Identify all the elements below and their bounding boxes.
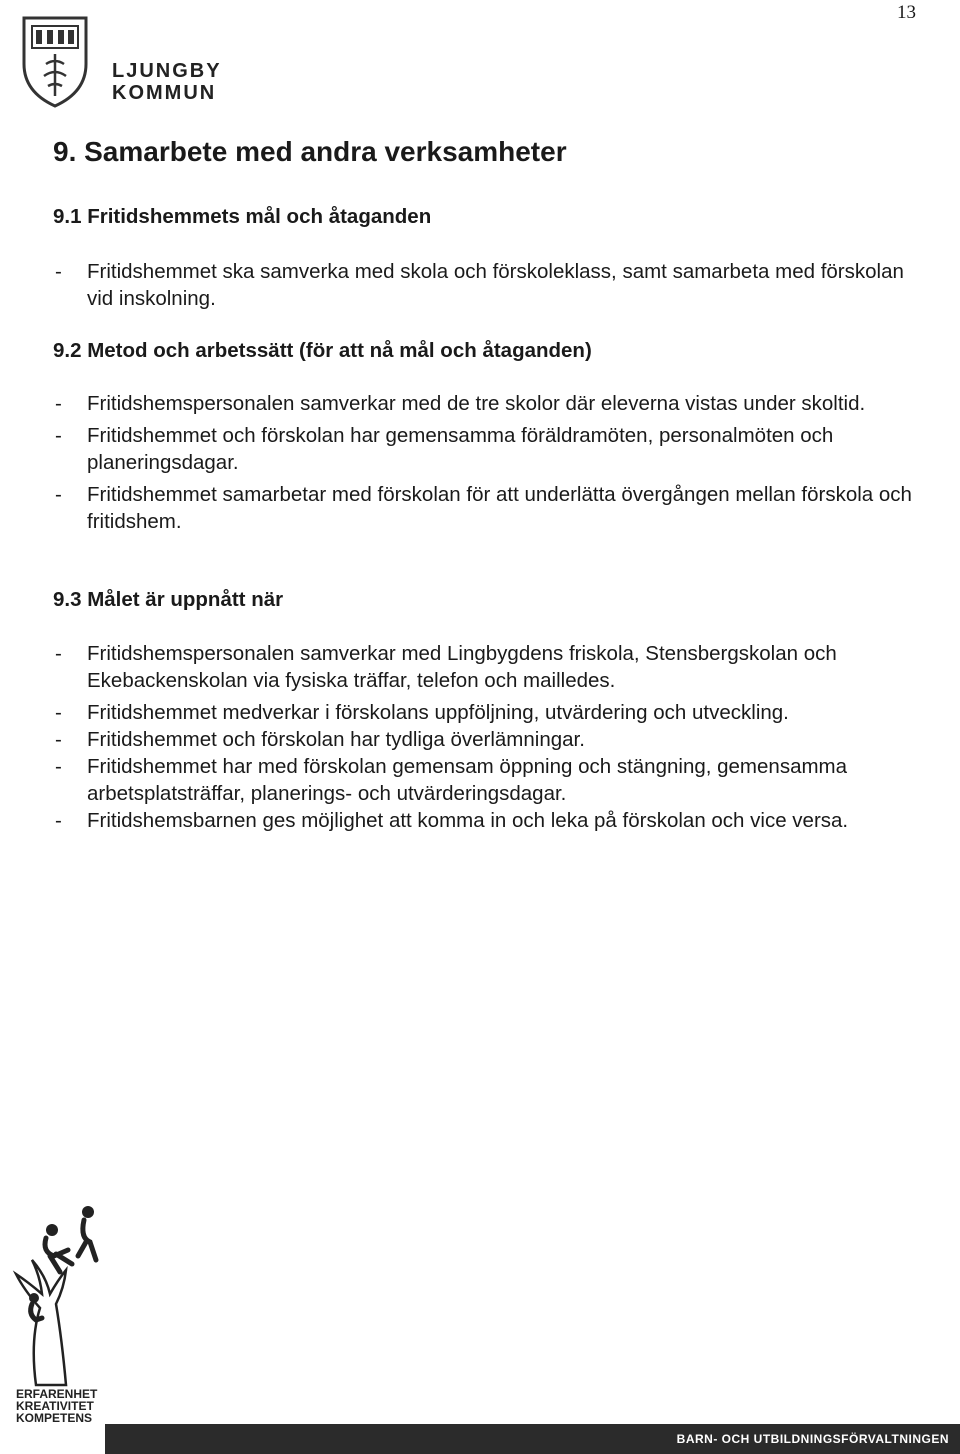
list-item: - Fritidshemmet samarbetar med förskolan för att underlätta övergången mellan förskola och fritidshem. <box>53 481 913 535</box>
motto-line: KREATIVITET <box>16 1399 94 1413</box>
list-item: - Fritidshemmet har med förskolan gemensam öppning och stängning, gemensamma arbetsplatsträffar, planerings- och utvärderingsdagar. <box>53 753 913 807</box>
footer-motto <box>16 1388 97 1424</box>
list-item: - Fritidshemsbarnen ges möjlighet att komma in och leka på förskolan och vice versa. <box>53 807 913 834</box>
list-item: - Fritidshemmet och förskolan har gemensamma föräldramöten, personalmöten och planeringsdagar. <box>53 422 913 476</box>
list-item: - Fritidshemmet ska samverka med skola och förskoleklass, samt samarbeta med förskolan vid inskolning. <box>53 258 913 312</box>
list-item: - Fritidshemspersonalen samverkar med de tre skolor där eleverna vistas under skoltid. <box>53 390 913 417</box>
section-heading-9-3: 9.3 Målet är uppnått när <box>53 588 284 611</box>
chapter-title: 9. Samarbete med andra verksamheter <box>53 136 567 167</box>
logo-text-line1: LJUNGBY <box>112 60 222 82</box>
tree-children-illustration-icon <box>6 1190 106 1390</box>
list-item: - Fritidshemmet medverkar i förskolans uppföljning, utvärdering och utveckling. <box>53 699 913 726</box>
section-list-9-2 <box>53 390 913 540</box>
coat-of-arms-icon <box>20 14 90 110</box>
list-item: - Fritidshemmet och förskolan har tydliga överlämningar. <box>53 726 913 753</box>
municipality-logo <box>20 14 220 114</box>
section-list-9-3 <box>53 640 913 834</box>
page-number: 13 <box>897 2 916 23</box>
footer-bar <box>105 1424 960 1454</box>
section-heading-9-2: 9.2 Metod och arbetssätt (för att nå mål och åtaganden) <box>53 339 592 362</box>
motto-line: ERFARENHET <box>16 1387 98 1401</box>
section-list-9-1 <box>53 258 913 312</box>
motto-line: KOMPETENS <box>16 1411 93 1425</box>
logo-text-line2: KOMMUN <box>112 82 217 104</box>
section-heading-9-1: 9.1 Fritidshemmets mål och åtaganden <box>53 205 432 228</box>
department-name: BARN- OCH UTBILDNINGSFÖRVALTNINGEN <box>676 1432 949 1446</box>
list-item: - Fritidshemspersonalen samverkar med Lingbygdens friskola, Stensbergskolan och Ekebackenskolan via fysiska träffar, telefon och mailledes. <box>53 640 913 694</box>
